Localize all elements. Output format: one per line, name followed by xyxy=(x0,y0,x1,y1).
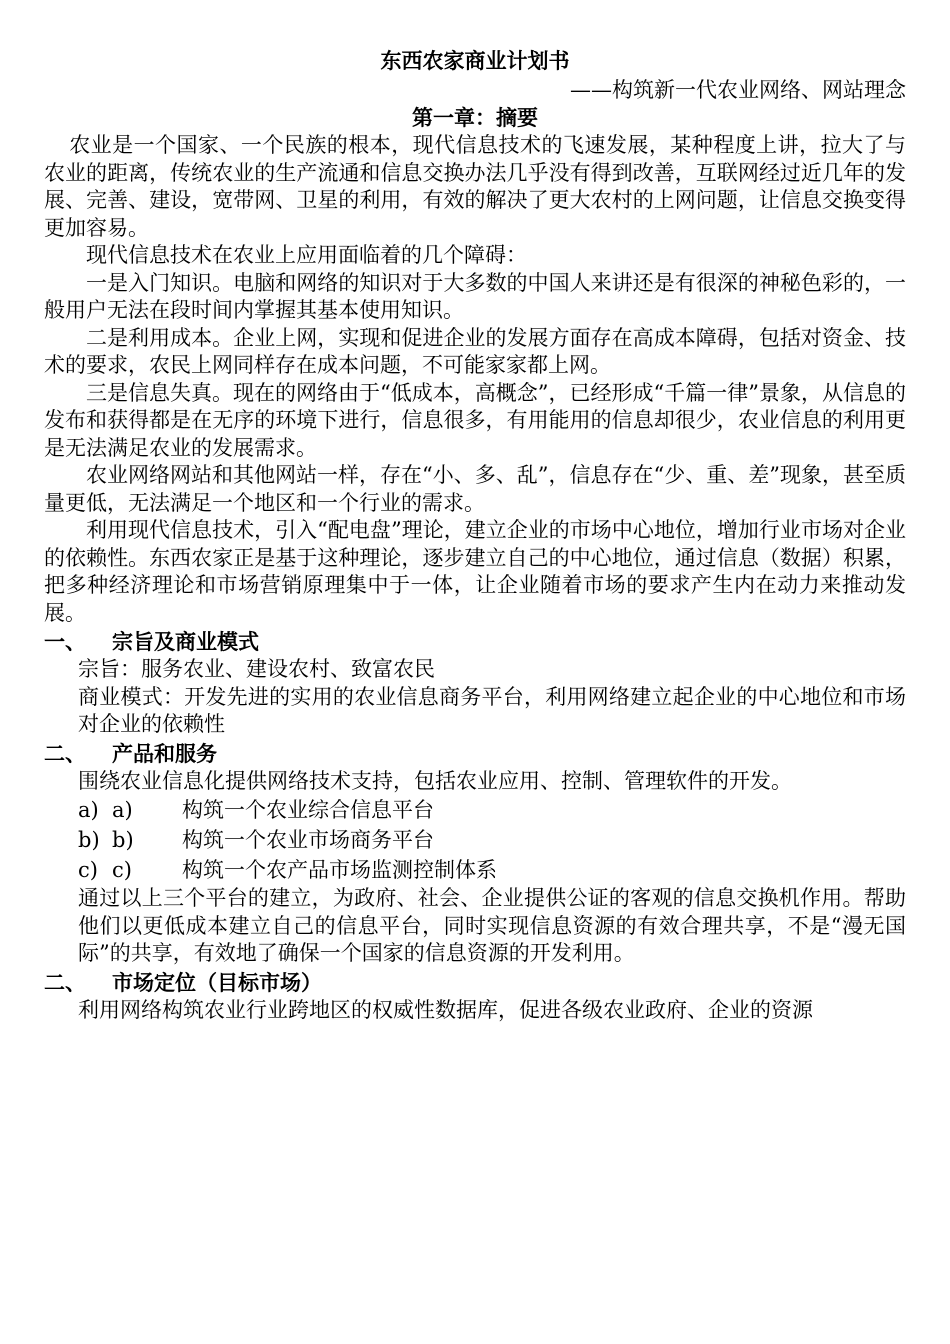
list-sub-marker: a) xyxy=(112,798,133,822)
section-heading xyxy=(44,968,906,997)
chapter-heading: 第一章：摘要 xyxy=(412,105,538,130)
section-title: 宗旨及商业模式 xyxy=(112,629,259,654)
list-text: 构筑一个农业综合信息平台 xyxy=(182,798,434,822)
section-intro: 围绕农业信息化提供网络技术支持，包括农业应用、控制、管理软件的开发。 xyxy=(78,768,792,793)
list-item xyxy=(44,825,906,855)
paragraph: 农业是一个国家、一个民族的根本，现代信息技术的飞速发展，某种程度上讲，拉大了与农业的距离，传统农业的生产流通和信息交换办法几乎没有得到改善，互联网经过近几年的发展、完善、建设，宽带网、卫星的利用，有效的解决了更大农村的上网问题，让信息交换变得更加容易。 xyxy=(44,133,906,240)
paragraph: 一是入门知识。电脑和网络的知识对于大多数的中国人来讲还是有很深的神秘色彩的，一般用户无法在段时间内掌握其基本使用知识。 xyxy=(44,270,906,322)
section-heading xyxy=(44,739,906,768)
business-model-text: 商业模式：开发先进的实用的农业信息商务平台，利用网络建立起企业的中心地位和市场对企业的依赖性 xyxy=(78,684,906,736)
list-item xyxy=(44,855,906,885)
section-outro: 通过以上三个平台的建立，为政府、社会、企业提供公证的客观的信息交换机作用。帮助他们以更低成本建立自己的信息平台，同时实现信息资源的有效合理共享，不是“漫无国际”的共享，有效地了确保一个国家的信息资源的开发利用。 xyxy=(78,886,906,965)
section-title: 市场定位（目标市场） xyxy=(112,969,322,995)
list-marker: a) xyxy=(78,798,99,822)
section-text: 利用网络构筑农业行业跨地区的权威性数据库，促进各级农业政府、企业的资源 xyxy=(78,997,813,1022)
list-sub-marker: c) xyxy=(112,858,132,882)
section-number: 二、 xyxy=(44,740,86,766)
paragraph: 二是利用成本。企业上网，实现和促进企业的发展方面存在高成本障碍，包括对资金、技术的要求，农民上网同样存在成本问题，不可能家家都上网。 xyxy=(44,325,906,377)
document-title: 东西农家商业计划书 xyxy=(380,48,570,73)
paragraph: 三是信息失真。现在的网络由于“低成本，高概念”，已经形成“千篇一律”景象，从信息的发布和获得都是在无序的环境下进行，信息很多，有用能用的信息却很少，农业信息的利用更是无法满足农业的发展需求。 xyxy=(44,380,906,460)
section-number: 一、 xyxy=(44,629,86,654)
section-heading xyxy=(44,627,906,656)
paragraph: 现代信息技术在农业上应用面临着的几个障碍： xyxy=(86,243,527,267)
list-marker: b) xyxy=(78,828,100,852)
list-marker: c) xyxy=(78,858,98,882)
paragraph: 利用现代信息技术，引入“配电盘”理论，建立企业的市场中心地位，增加行业市场对企业的依赖性。东西农家正是基于这种理论，逐步建立自己的中心地位，通过信息（数据）积累，把多种经济理论和市场营销原理集中于一体，让企业随着市场的要求产生内在动力来推动发展。 xyxy=(44,518,906,625)
section-title: 产品和服务 xyxy=(112,740,217,766)
paragraph: 农业网络网站和其他网站一样，存在“小、多、乱”，信息存在“少、重、差”现象，甚至质量更低，无法满足一个地区和一个行业的需求。 xyxy=(44,463,906,515)
list-text: 构筑一个农业市场商务平台 xyxy=(182,828,434,852)
list-item xyxy=(44,795,906,825)
document-body xyxy=(44,46,906,1024)
list-text: 构筑一个农产品市场监测控制体系 xyxy=(182,858,497,882)
purpose-text: 宗旨：服务农业、建设农村、致富农民 xyxy=(78,657,435,681)
document-subtitle: ——构筑新一代农业网络、网站理念 xyxy=(570,78,906,102)
section-number: 二、 xyxy=(44,969,86,995)
list-sub-marker: b) xyxy=(112,828,134,852)
